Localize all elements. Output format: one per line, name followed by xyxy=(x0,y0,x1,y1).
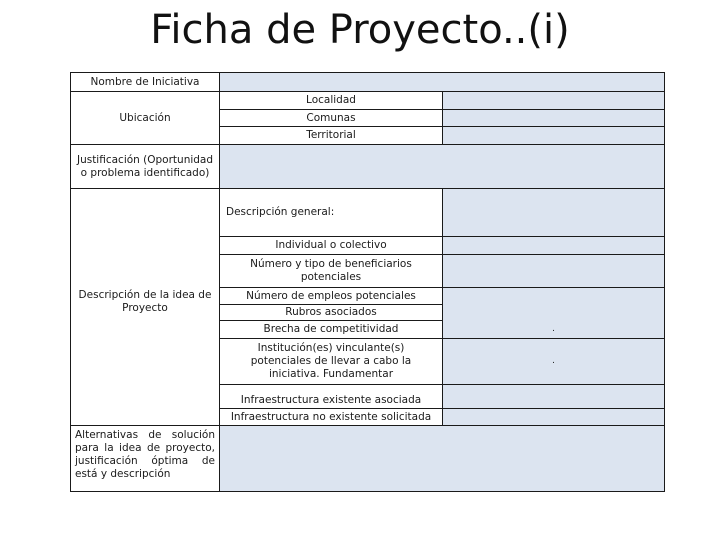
alternativas-field[interactable] xyxy=(219,425,665,492)
comunas-label: Comunas xyxy=(219,109,443,127)
alternativas-label: Alternativas de solución para la idea de proyecto, justificación óptima de está y descripción xyxy=(70,425,220,492)
justificacion-field[interactable] xyxy=(219,144,665,189)
nombre-field[interactable] xyxy=(219,72,665,92)
ubicacion-label: Ubicación xyxy=(70,91,220,145)
dot-mark: . xyxy=(552,324,555,334)
descripcion-general-label: Descripción general: xyxy=(226,206,335,218)
territorial-label: Territorial xyxy=(219,126,443,145)
institucion-label: Institución(es) vinculante(s) potenciales de llevar a cabo la iniciativa. Fundamentar xyxy=(219,338,443,385)
localidad-label: Localidad xyxy=(219,91,443,110)
dot-mark: . xyxy=(552,356,555,366)
empleos-label: Número de empleos potenciales xyxy=(219,287,443,305)
beneficiarios-label: Número y tipo de beneficiarios potenciales xyxy=(219,254,443,288)
institucion-field[interactable] xyxy=(442,338,665,385)
project-form-table xyxy=(70,72,665,492)
localidad-field[interactable] xyxy=(442,91,665,110)
comunas-field[interactable] xyxy=(442,109,665,127)
infra-no-existente-field[interactable] xyxy=(442,408,665,426)
nombre-label: Nombre de Iniciativa xyxy=(70,72,220,92)
brecha-label: Brecha de competitividad xyxy=(219,320,443,339)
infra-existente-label: Infraestructura existente asociada xyxy=(219,384,443,409)
justificacion-label: Justificación (Oportunidad o problema identificado) xyxy=(70,144,220,189)
rubros-label: Rubros asociados xyxy=(219,304,443,321)
individual-label: Individual o colectivo xyxy=(219,236,443,255)
infra-no-existente-label: Infraestructura no existente solicitada xyxy=(219,408,443,426)
individual-field[interactable] xyxy=(442,236,665,255)
empleos-rubros-brecha-field[interactable] xyxy=(442,287,665,339)
descripcion-idea-label: Descripción de la idea de Proyecto xyxy=(70,188,220,426)
infra-existente-field[interactable] xyxy=(442,384,665,409)
page-title: Ficha de Proyecto..(i) xyxy=(150,7,570,53)
beneficiarios-field[interactable] xyxy=(442,254,665,288)
descripcion-general-field[interactable] xyxy=(442,188,665,237)
territorial-field[interactable] xyxy=(442,126,665,145)
